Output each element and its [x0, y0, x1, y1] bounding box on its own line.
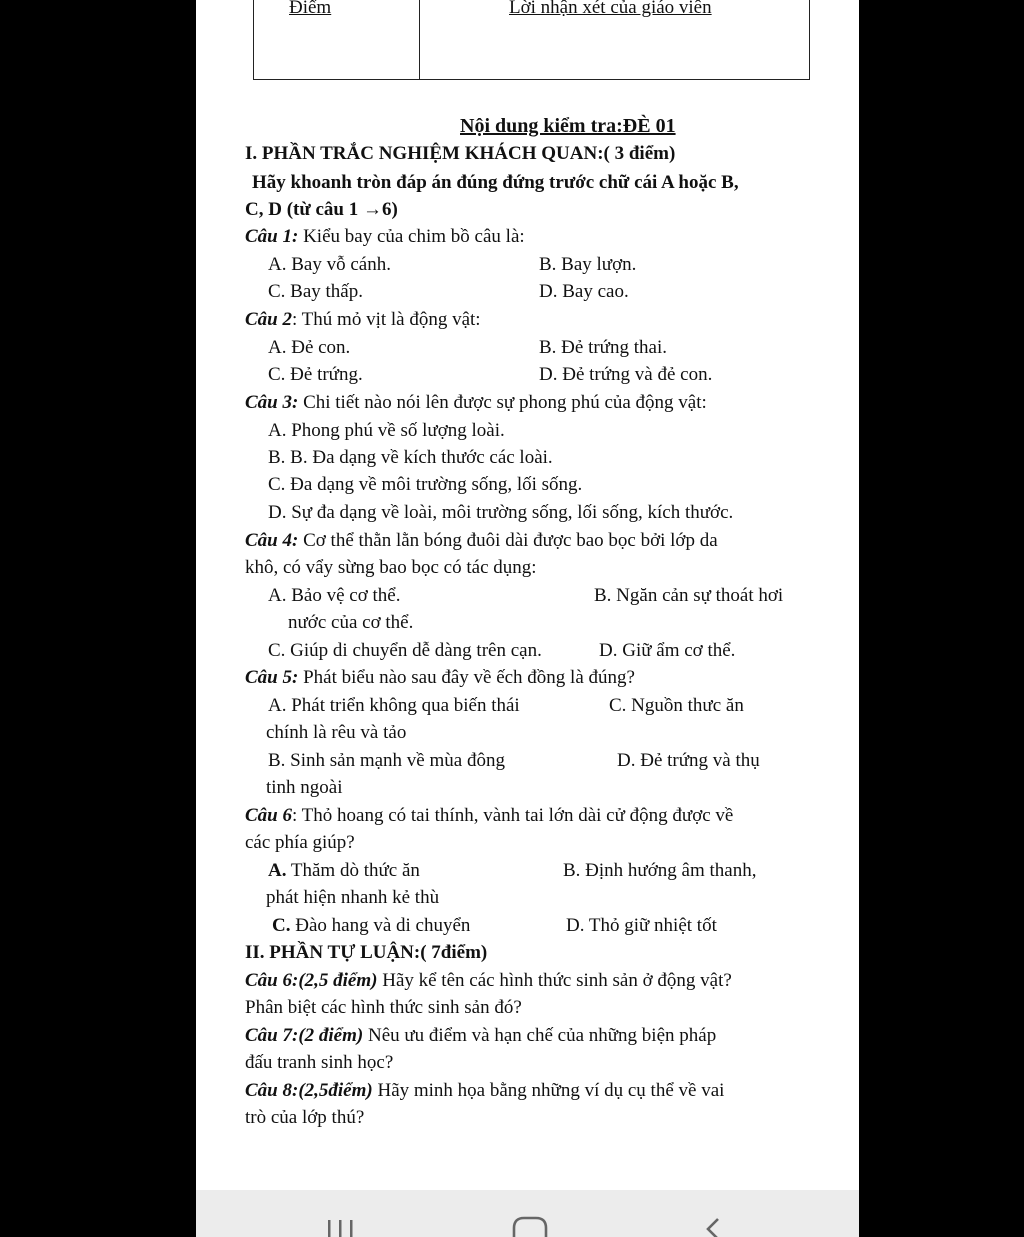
essay-6-cont: Phân biệt các hình thức sinh sản đó?	[245, 997, 522, 1018]
essay-7: Câu 7:(2 điểm) Nêu ưu điểm và hạn chế của những biện pháp	[245, 1025, 717, 1046]
q5-option-c[interactable]: C. Nguồn thưc ăn	[609, 695, 744, 716]
part2-heading: II. PHẦN TỰ LUẬN:( 7điểm)	[245, 942, 488, 963]
q5-option-d[interactable]: D. Đẻ trứng và thụ	[617, 750, 760, 771]
q2-option-d[interactable]: D. Đẻ trứng và đẻ con.	[539, 364, 713, 385]
recent-apps-icon[interactable]	[326, 1216, 356, 1237]
q1-option-b[interactable]: B. Bay lượn.	[539, 254, 637, 275]
question-2: Câu 2: Thú mỏ vịt là động vật:	[245, 309, 481, 330]
q1-option-c[interactable]: C. Bay thấp.	[268, 281, 363, 302]
instruction-line1: Hãy khoanh tròn đáp án đúng đứng trước chữ cái A hoặc B,	[252, 172, 739, 193]
q6-option-a[interactable]: A. Thăm dò thức ăn	[268, 860, 420, 881]
q3-option-c[interactable]: C. Đa dạng về môi trường sống, lối sống.	[268, 474, 583, 495]
q5-option-c-cont: chính là rêu và tảo	[266, 722, 407, 743]
back-icon[interactable]	[700, 1215, 724, 1237]
q1-option-a[interactable]: A. Bay vỗ cánh.	[268, 254, 391, 275]
comment-header: Lời nhận xét của giáo viên	[509, 0, 712, 18]
q1-option-d[interactable]: D. Bay cao.	[539, 281, 629, 302]
q3-option-a[interactable]: A. Phong phú về số lượng loài.	[268, 420, 505, 441]
exam-title: Nội dung kiểm tra:ĐÈ 01	[460, 115, 676, 137]
q3-option-b[interactable]: B. B. Đa dạng về kích thước các loài.	[268, 447, 553, 468]
q2-option-c[interactable]: C. Đẻ trứng.	[268, 364, 363, 385]
question-1: Câu 1: Kiểu bay của chim bồ câu là:	[245, 226, 525, 247]
q4-option-b[interactable]: B. Ngăn cản sự thoát hơi	[594, 585, 784, 606]
q4-option-c[interactable]: C. Giúp di chuyển dễ dàng trên cạn.	[268, 640, 542, 661]
q2-option-a[interactable]: A. Đẻ con.	[268, 337, 351, 358]
score-header: Điểm	[289, 0, 332, 18]
q4-option-d[interactable]: D. Giữ ẩm cơ thể.	[599, 640, 736, 661]
q5-option-d-cont: tinh ngoài	[266, 777, 343, 798]
q4-option-b-cont: nước của cơ thể.	[288, 612, 414, 633]
q6-option-b[interactable]: B. Định hướng âm thanh,	[563, 860, 757, 881]
essay-8-cont: trò của lớp thú?	[245, 1107, 365, 1128]
q6-option-c[interactable]: C. Đào hang và di chuyển	[272, 915, 471, 936]
essay-7-cont: đấu tranh sinh học?	[245, 1052, 394, 1073]
q5-option-b[interactable]: B. Sinh sản mạnh về mùa đông	[268, 750, 505, 771]
part1-heading: I. PHẦN TRẮC NGHIỆM KHÁCH QUAN:( 3 điểm)	[245, 143, 676, 164]
question-5: Câu 5: Phát biểu nào sau đây về ếch đồng là đúng?	[245, 667, 635, 688]
instruction-line2: C, D (từ câu 1 →6)	[245, 199, 398, 220]
question-6-cont: các phía giúp?	[245, 832, 355, 853]
home-icon[interactable]	[510, 1214, 550, 1237]
question-4: Câu 4: Cơ thể thằn lằn bóng đuôi dài được bao bọc bởi lớp da	[245, 530, 718, 551]
q2-option-b[interactable]: B. Đẻ trứng thai.	[539, 337, 667, 358]
q6-option-d[interactable]: D. Thỏ giữ nhiệt tốt	[566, 915, 717, 936]
question-6: Câu 6: Thỏ hoang có tai thính, vành tai lớn dài cử động được về	[245, 805, 734, 826]
table-divider	[419, 0, 420, 80]
question-4-cont: khô, có vẩy sừng bao bọc có tác dụng:	[245, 557, 537, 578]
essay-6: Câu 6:(2,5 điểm) Hãy kể tên các hình thức sinh sản ở động vật?	[245, 970, 732, 991]
q5-option-a[interactable]: A. Phát triển không qua biến thái	[268, 695, 520, 716]
question-3: Câu 3: Chi tiết nào nói lên được sự phong phú của động vật:	[245, 392, 707, 413]
q3-option-d[interactable]: D. Sự đa dạng về loài, môi trường sống, lối sống, kích thước.	[268, 502, 734, 523]
q4-option-a[interactable]: A. Bảo vệ cơ thể.	[268, 585, 401, 606]
essay-8: Câu 8:(2,5điểm) Hãy minh họa bằng những ví dụ cụ thể về vai	[245, 1080, 725, 1101]
q6-option-b-cont: phát hiện nhanh kẻ thù	[266, 887, 440, 908]
